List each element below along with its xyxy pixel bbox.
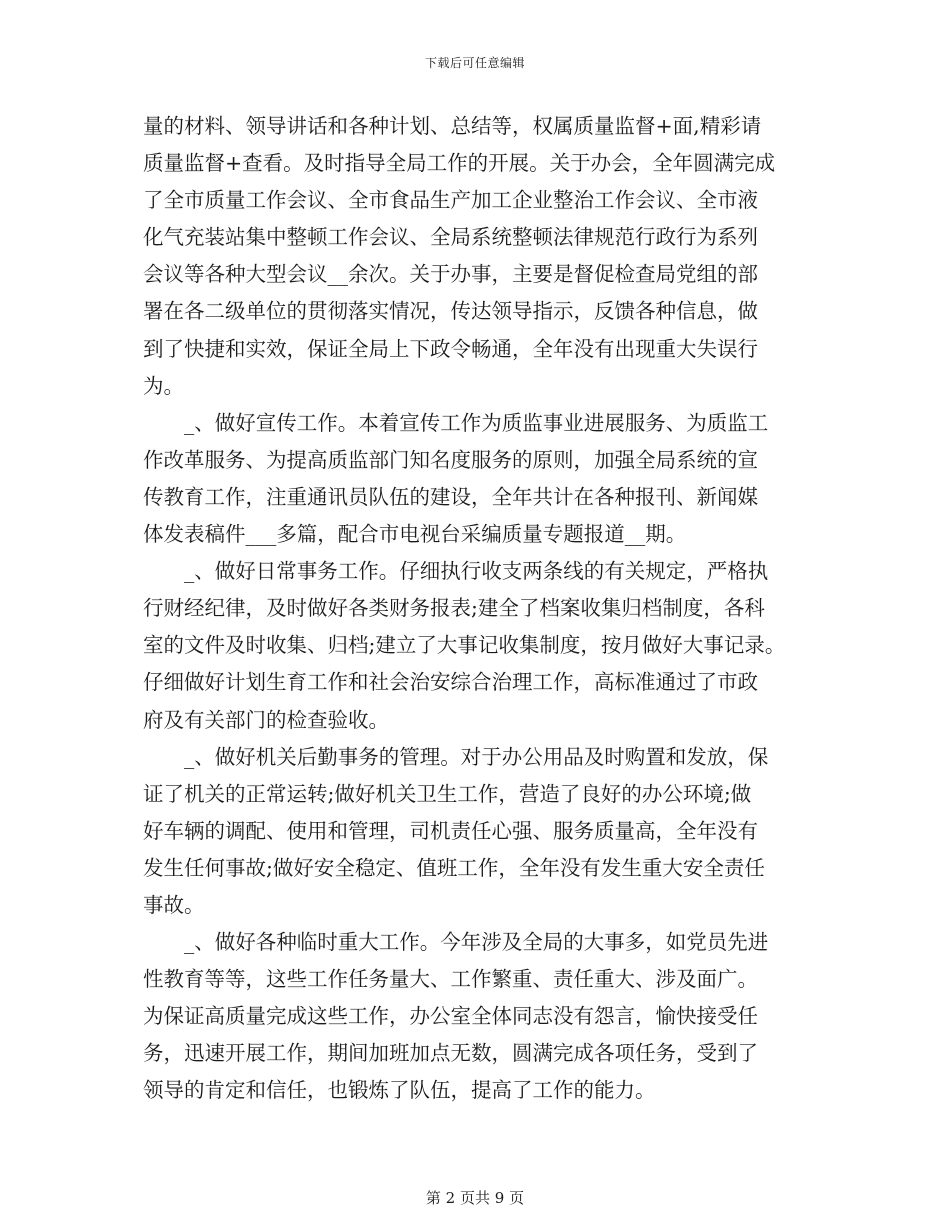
text-line: 质量监督+查看。及时指导全局工作的开展。关于办会，全年圆满完成 bbox=[143, 151, 776, 176]
page-footer: 第 2 页共 9 页 bbox=[425, 1189, 525, 1207]
text-line: 了全市质量工作会议、全市食品生产加工企业整治工作会议、全市液 bbox=[143, 188, 758, 213]
text-line: 仔细做好计划生育工作和社会治安综合治理工作，高标准通过了市政 bbox=[143, 670, 758, 695]
text-line: 传教育工作，注重通讯员队伍的建设，全年共计在各种报刊、新闻媒 bbox=[143, 484, 758, 509]
page-header: 下载后可任意编辑 bbox=[424, 56, 525, 70]
text-line: _、做好日常事务工作。仔细执行收支两条线的有关规定，严格执 bbox=[184, 559, 769, 584]
text-line: 事故。 bbox=[143, 892, 205, 917]
text-line: 署在各二级单位的贯彻落实情况，传达领导指示，反馈各种信息，做 bbox=[143, 299, 758, 324]
text-line: 务，迅速开展工作，期间加班加点无数，圆满完成各项任务，受到了 bbox=[143, 1041, 758, 1066]
text-line: 到了快捷和实效，保证全局上下政令畅通，全年没有出现重大失误行 bbox=[143, 336, 758, 361]
text-line: 为。 bbox=[143, 373, 184, 398]
text-line: 室的文件及时收集、归档;建立了大事记收集制度，按月做好大事记录。 bbox=[143, 633, 786, 658]
text-line: 作改革服务、为提高质监部门知名度服务的原则，加强全局系统的宣 bbox=[143, 447, 758, 472]
text-line: 好车辆的调配、使用和管理，司机责任心强、服务质量高，全年没有 bbox=[143, 818, 758, 843]
text-line: 府及有关部门的检查验收。 bbox=[143, 707, 389, 732]
text-line: 性教育等等，这些工作任务量大、工作繁重、责任重大、涉及面广。 bbox=[143, 967, 758, 992]
text-line: 行财经纪律，及时做好各类财务报表;建全了档案收集归档制度，各科 bbox=[143, 596, 765, 621]
text-line: 量的材料、领导讲话和各种计划、总结等，权属质量监督+面,精彩请 bbox=[143, 114, 762, 138]
text-line: _、做好各种临时重大工作。今年涉及全局的大事多，如党员先进 bbox=[184, 930, 769, 955]
text-line: 体发表稿件___多篇，配合市电视台采编质量专题报道__期。 bbox=[143, 522, 687, 547]
text-line: 发生任何事故;做好安全稳定、值班工作，全年没有发生重大安全责任 bbox=[143, 855, 765, 880]
text-line: 为保证高质量完成这些工作，办公室全体同志没有怨言，愉快接受任 bbox=[143, 1004, 758, 1029]
text-line: _、做好宣传工作。本着宣传工作为质监事业进展服务、为质监工 bbox=[184, 410, 769, 435]
text-line: _、做好机关后勤事务的管理。对于办公用品及时购置和发放，保 bbox=[184, 744, 769, 769]
text-line: 领导的肯定和信任，也锻炼了队伍，提高了工作的能力。 bbox=[143, 1078, 656, 1103]
text-line: 化气充装站集中整顿工作会议、全局系统整顿法律规范行政行为系列 bbox=[143, 225, 758, 250]
text-line: 证了机关的正常运转;做好机关卫生工作，营造了良好的办公环境;做 bbox=[143, 781, 752, 806]
text-line: 会议等各种大型会议__余次。关于办事，主要是督促检查局党组的部 bbox=[143, 262, 758, 287]
document-body bbox=[143, 108, 811, 1110]
